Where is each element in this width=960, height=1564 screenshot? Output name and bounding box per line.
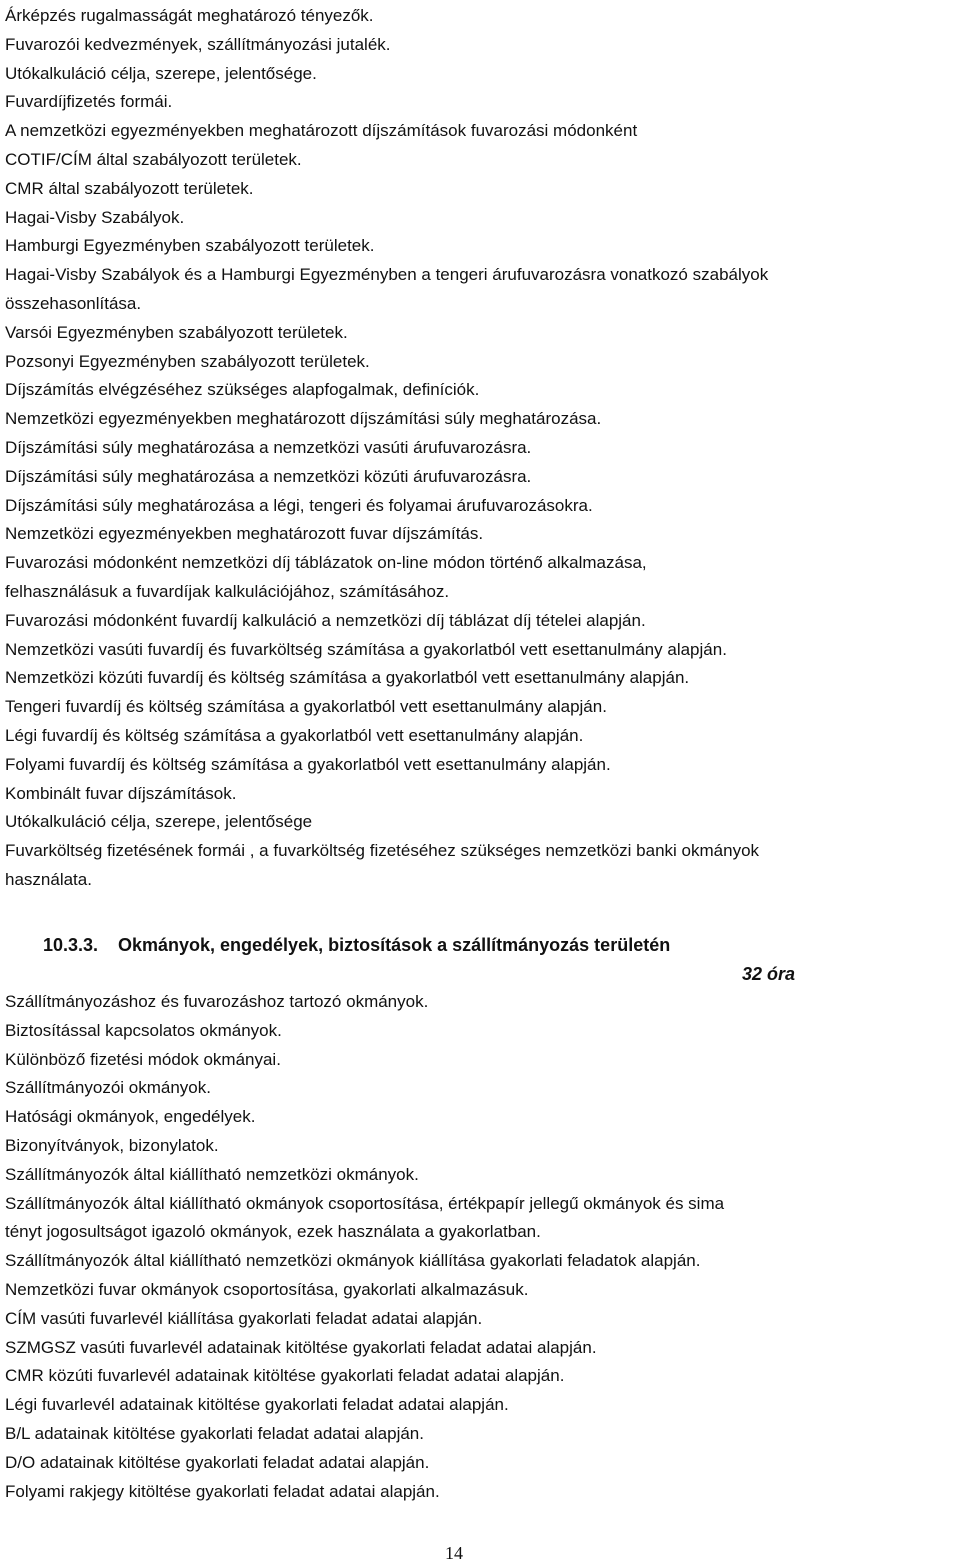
text-line: Árképzés rugalmasságát meghatározó tényezők.: [5, 6, 374, 25]
text-line: Díjszámítási súly meghatározása a nemzetközi közúti árufuvarozásra.: [5, 466, 532, 486]
text-line: Szállítmányozók által kiállítható nemzetközi okmányok.: [5, 1164, 419, 1184]
text-line: Szállítmányozáshoz és fuvarozáshoz tartozó okmányok.: [5, 992, 429, 1011]
text-line: Fuvardíjfizetés formái.: [5, 92, 173, 112]
text-line: Varsói Egyezményben szabályozott területek.: [5, 322, 348, 342]
text-line: Nemzetközi egyezményekben meghatározott fuvar díjszámítás.: [5, 524, 484, 544]
section-title: Okmányok, engedélyek, biztosítások a szállítmányozás területén: [118, 935, 671, 955]
text-line: CÍM vasúti fuvarlevél kiállítása gyakorlati feladat adatai alapján.: [5, 1308, 483, 1328]
text-line: Fuvarköltség fizetésének formái , a fuvarköltség fizetéséhez szükséges nemzetközi banki okmányok: [5, 841, 760, 861]
text-line: SZMGSZ vasúti fuvarlevél adatainak kitöltése gyakorlati feladat adatai alapján.: [5, 1337, 597, 1357]
text-line: Hatósági okmányok, engedélyek.: [5, 1107, 256, 1127]
text-line: összehasonlítása.: [5, 294, 142, 313]
text-line: tényt jogosultságot igazoló okmányok, ezek használata a gyakorlatban.: [5, 1222, 541, 1242]
text-line: Hagai-Visby Szabályok.: [5, 207, 185, 227]
text-line: Utókalkuláció célja, szerepe, jelentősége: [5, 812, 313, 832]
text-line: Utókalkuláció célja, szerepe, jelentősége.: [5, 63, 317, 83]
text-line: Fuvarozási módonként nemzetközi díj táblázatok on-line módon történő alkalmazása,: [5, 553, 647, 573]
text-line: COTIF/CÍM által szabályozott területek.: [5, 150, 302, 169]
text-line: D/O adatainak kitöltése gyakorlati feladat adatai alapján.: [5, 1452, 430, 1472]
text-line: Szállítmányozói okmányok.: [5, 1078, 211, 1098]
text-line: Díjszámítás elvégzéséhez szükséges alapfogalmak, definíciók.: [5, 380, 480, 400]
text-line: Folyami fuvardíj és költség számítása a gyakorlatból vett esettanulmány alapján.: [5, 754, 611, 774]
text-line: Hamburgi Egyezményben szabályozott területek.: [5, 236, 375, 256]
text-line: Tengeri fuvardíj és költség számítása a gyakorlatból vett esettanulmány alapján.: [5, 697, 607, 717]
text-line: Fuvarozási módonként fuvardíj kalkuláció a nemzetközi díj táblázat díj tételei alapján.: [5, 610, 646, 630]
text-line: CMR közúti fuvarlevél adatainak kitöltése gyakorlati feladat adatai alapján.: [5, 1366, 565, 1386]
text-line: Légi fuvarlevél adatainak kitöltése gyakorlati feladat adatai alapján.: [5, 1395, 509, 1415]
text-line: felhasználásuk a fuvardíjak kalkulációjához, számításához.: [5, 582, 450, 601]
section-heading: [43, 934, 670, 956]
text-line: CMR által szabályozott területek.: [5, 178, 254, 198]
text-line: A nemzetközi egyezményekben meghatározott díjszámítások fuvarozási módonként: [5, 121, 638, 141]
text-line: Biztosítással kapcsolatos okmányok.: [5, 1020, 282, 1040]
text-line: Nemzetközi fuvar okmányok csoportosítása, gyakorlati alkalmazásuk.: [5, 1280, 529, 1299]
text-line: Pozsonyi Egyezményben szabályozott területek.: [5, 351, 370, 371]
text-line: Nemzetközi közúti fuvardíj és költség számítása a gyakorlatból vett esettanulmány alapján.: [5, 668, 690, 688]
text-line: Nemzetközi egyezményekben meghatározott díjszámítási súly meghatározása.: [5, 409, 602, 429]
text-line: használata.: [5, 870, 92, 889]
text-line: Díjszámítási súly meghatározása a légi, tengeri és folyamai árufuvarozásokra.: [5, 495, 593, 515]
text-line: Kombinált fuvar díjszámítások.: [5, 783, 237, 803]
text-line: Szállítmányozók által kiállítható nemzetközi okmányok kiállítása gyakorlati feladatok alapján.: [5, 1251, 701, 1271]
page-number: 14: [445, 1543, 463, 1563]
text-line: Díjszámítási súly meghatározása a nemzetközi vasúti árufuvarozásra.: [5, 438, 532, 457]
text-line: Bizonyítványok, bizonylatok.: [5, 1136, 219, 1155]
text-line: Szállítmányozók által kiállítható okmányok csoportosítása, értékpapír jellegű okmányok és sima: [5, 1193, 725, 1213]
text-line: Légi fuvardíj és költség számítása a gyakorlatból vett esettanulmány alapján.: [5, 726, 584, 745]
text-line: Fuvarozói kedvezmények, szállítmányozási jutalék.: [5, 34, 391, 54]
text-line: B/L adatainak kitöltése gyakorlati feladat adatai alapján.: [5, 1424, 424, 1443]
text-line: Folyami rakjegy kitöltése gyakorlati feladat adatai alapján.: [5, 1481, 440, 1501]
text-line: Különböző fizetési módok okmányai.: [5, 1049, 281, 1069]
text-line: Hagai-Visby Szabályok és a Hamburgi Egyezményben a tengeri árufuvarozásra vonatkozó szabályok: [5, 265, 769, 285]
section-number: 10.3.3.: [43, 935, 99, 955]
text-line: Nemzetközi vasúti fuvardíj és fuvarköltség számítása a gyakorlatból vett esettanulmány alapján.: [5, 639, 727, 659]
section-hours: 32 óra: [741, 964, 795, 984]
